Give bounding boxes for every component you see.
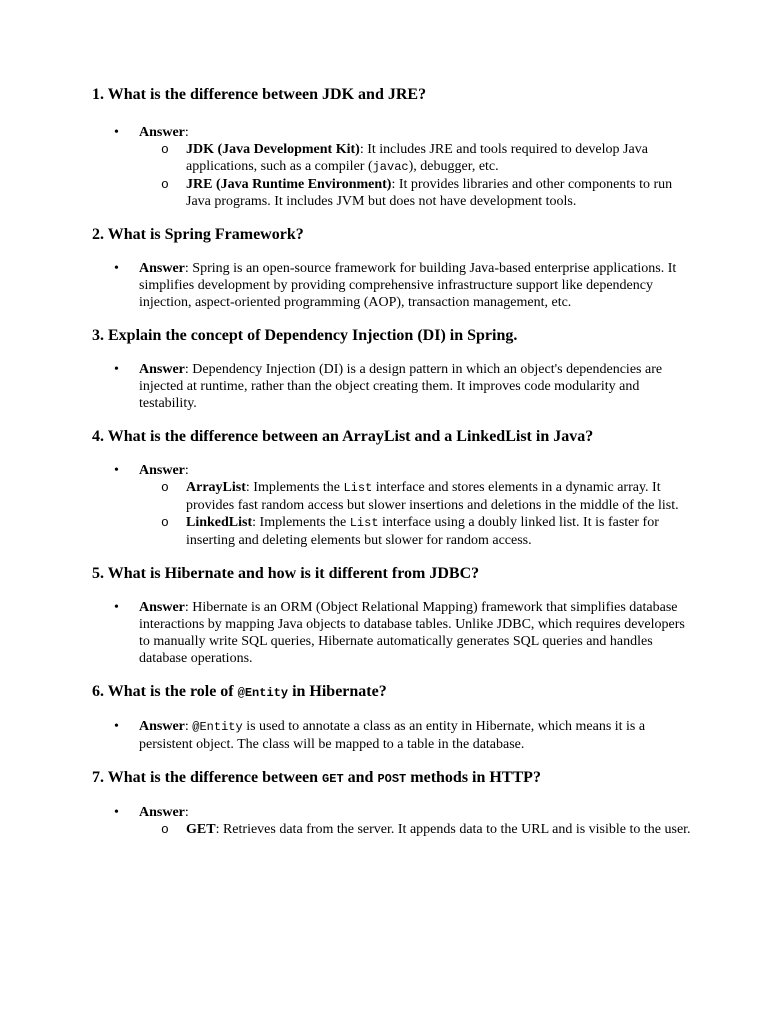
question-6 bbox=[92, 681, 692, 753]
answer-label: Answer bbox=[139, 805, 185, 820]
answer-1: • Answer: o JDK (Java Development Kit): It includes JRE and tools required to develop Java applications, such as a compiler (javac), debugger, etc. o JRE (Java Runtime Environment): It provides libraries and other components to run Java programs. It includes JVM but does not have development tools. bbox=[92, 124, 692, 210]
answer-4: • Answer: o ArrayList: Implements the List interface and stores elements in a dynamic array. It provides fast random access but slower insertions and deletions in the middle of the list. o LinkedList: Implements the List interface using a doubly linked list. It is faster for inserting and deleting elements but slower for random access. bbox=[92, 462, 692, 549]
answer-4-subitem-arraylist: o ArrayList: Implements the List interface and stores elements in a dynamic array. It provides fast random access but slower insertions and deletions in the middle of the list. bbox=[139, 479, 692, 514]
code-list: List bbox=[343, 481, 373, 495]
code-post: POST bbox=[377, 772, 407, 786]
question-3-heading: 3. Explain the concept of Dependency Injection (DI) in Spring. bbox=[92, 327, 518, 344]
code-entity: @Entity bbox=[192, 720, 243, 734]
answer-2: • Answer: Spring is an open-source framework for building Java-based enterprise applications. It simplifies development by providing comprehensive infrastructure support like dependency injection, aspect-oriented programming (AOP), transaction management, etc. bbox=[92, 260, 692, 311]
answer-1-subitem-jre: o JRE (Java Runtime Environment): It provides libraries and other components to run Java programs. It includes JVM but does not have development tools. bbox=[139, 176, 692, 210]
answer-7: • Answer: o GET: Retrieves data from the server. It appends data to the URL and is visible to the user. bbox=[92, 804, 692, 838]
question-1-heading: 1. What is the difference between JDK and JRE? bbox=[92, 86, 427, 103]
answer-label: Answer bbox=[139, 463, 185, 478]
answer-7-subitem-get: o GET: Retrieves data from the server. It appends data to the URL and is visible to the user. bbox=[139, 821, 692, 838]
question-1 bbox=[92, 84, 692, 210]
answer-label: Answer bbox=[139, 362, 185, 377]
code-get: GET bbox=[322, 772, 344, 786]
code-list: List bbox=[349, 516, 379, 530]
answer-label: Answer bbox=[139, 125, 185, 140]
answer-label: Answer bbox=[139, 261, 185, 276]
question-6-heading: 6. What is the role of @Entity in Hibernate? bbox=[92, 683, 387, 700]
answer-1-subitem-jdk: o JDK (Java Development Kit): It includes JRE and tools required to develop Java applications, such as a compiler (javac), debugger, etc. bbox=[139, 141, 692, 176]
question-4-heading: 4. What is the difference between an ArrayList and a LinkedList in Java? bbox=[92, 428, 594, 445]
answer-label: Answer bbox=[139, 600, 185, 615]
code-javac: javac bbox=[372, 160, 409, 174]
question-2 bbox=[92, 224, 692, 311]
question-3 bbox=[92, 325, 692, 412]
answer-5: • Answer: Hibernate is an ORM (Object Relational Mapping) framework that simplifies database interactions by mapping Java objects to database tables. Unlike JDBC, which requires developers to manually write SQL queries, Hibernate automatically generates SQL queries and handles database operations. bbox=[92, 599, 692, 667]
answer-3: • Answer: Dependency Injection (DI) is a design pattern in which an object's dependencies are injected at runtime, rather than the object creating them. It improves code modularity and testability. bbox=[92, 361, 692, 412]
question-4 bbox=[92, 426, 692, 549]
question-2-heading: 2. What is Spring Framework? bbox=[92, 226, 304, 243]
document-page bbox=[92, 84, 692, 838]
answer-4-subitem-linkedlist: o LinkedList: Implements the List interface using a doubly linked list. It is faster for inserting and deleting elements but slower for random access. bbox=[139, 514, 692, 549]
question-7-heading: 7. What is the difference between GET and POST methods in HTTP? bbox=[92, 769, 541, 786]
question-5-heading: 5. What is Hibernate and how is it different from JDBC? bbox=[92, 565, 480, 582]
answer-6: • Answer: @Entity is used to annotate a class as an entity in Hibernate, which means it is a persistent object. The class will be mapped to a table in the database. bbox=[92, 718, 692, 753]
answer-label: Answer bbox=[139, 719, 185, 734]
question-7 bbox=[92, 767, 692, 838]
question-5 bbox=[92, 563, 692, 667]
code-entity: @Entity bbox=[237, 686, 289, 700]
